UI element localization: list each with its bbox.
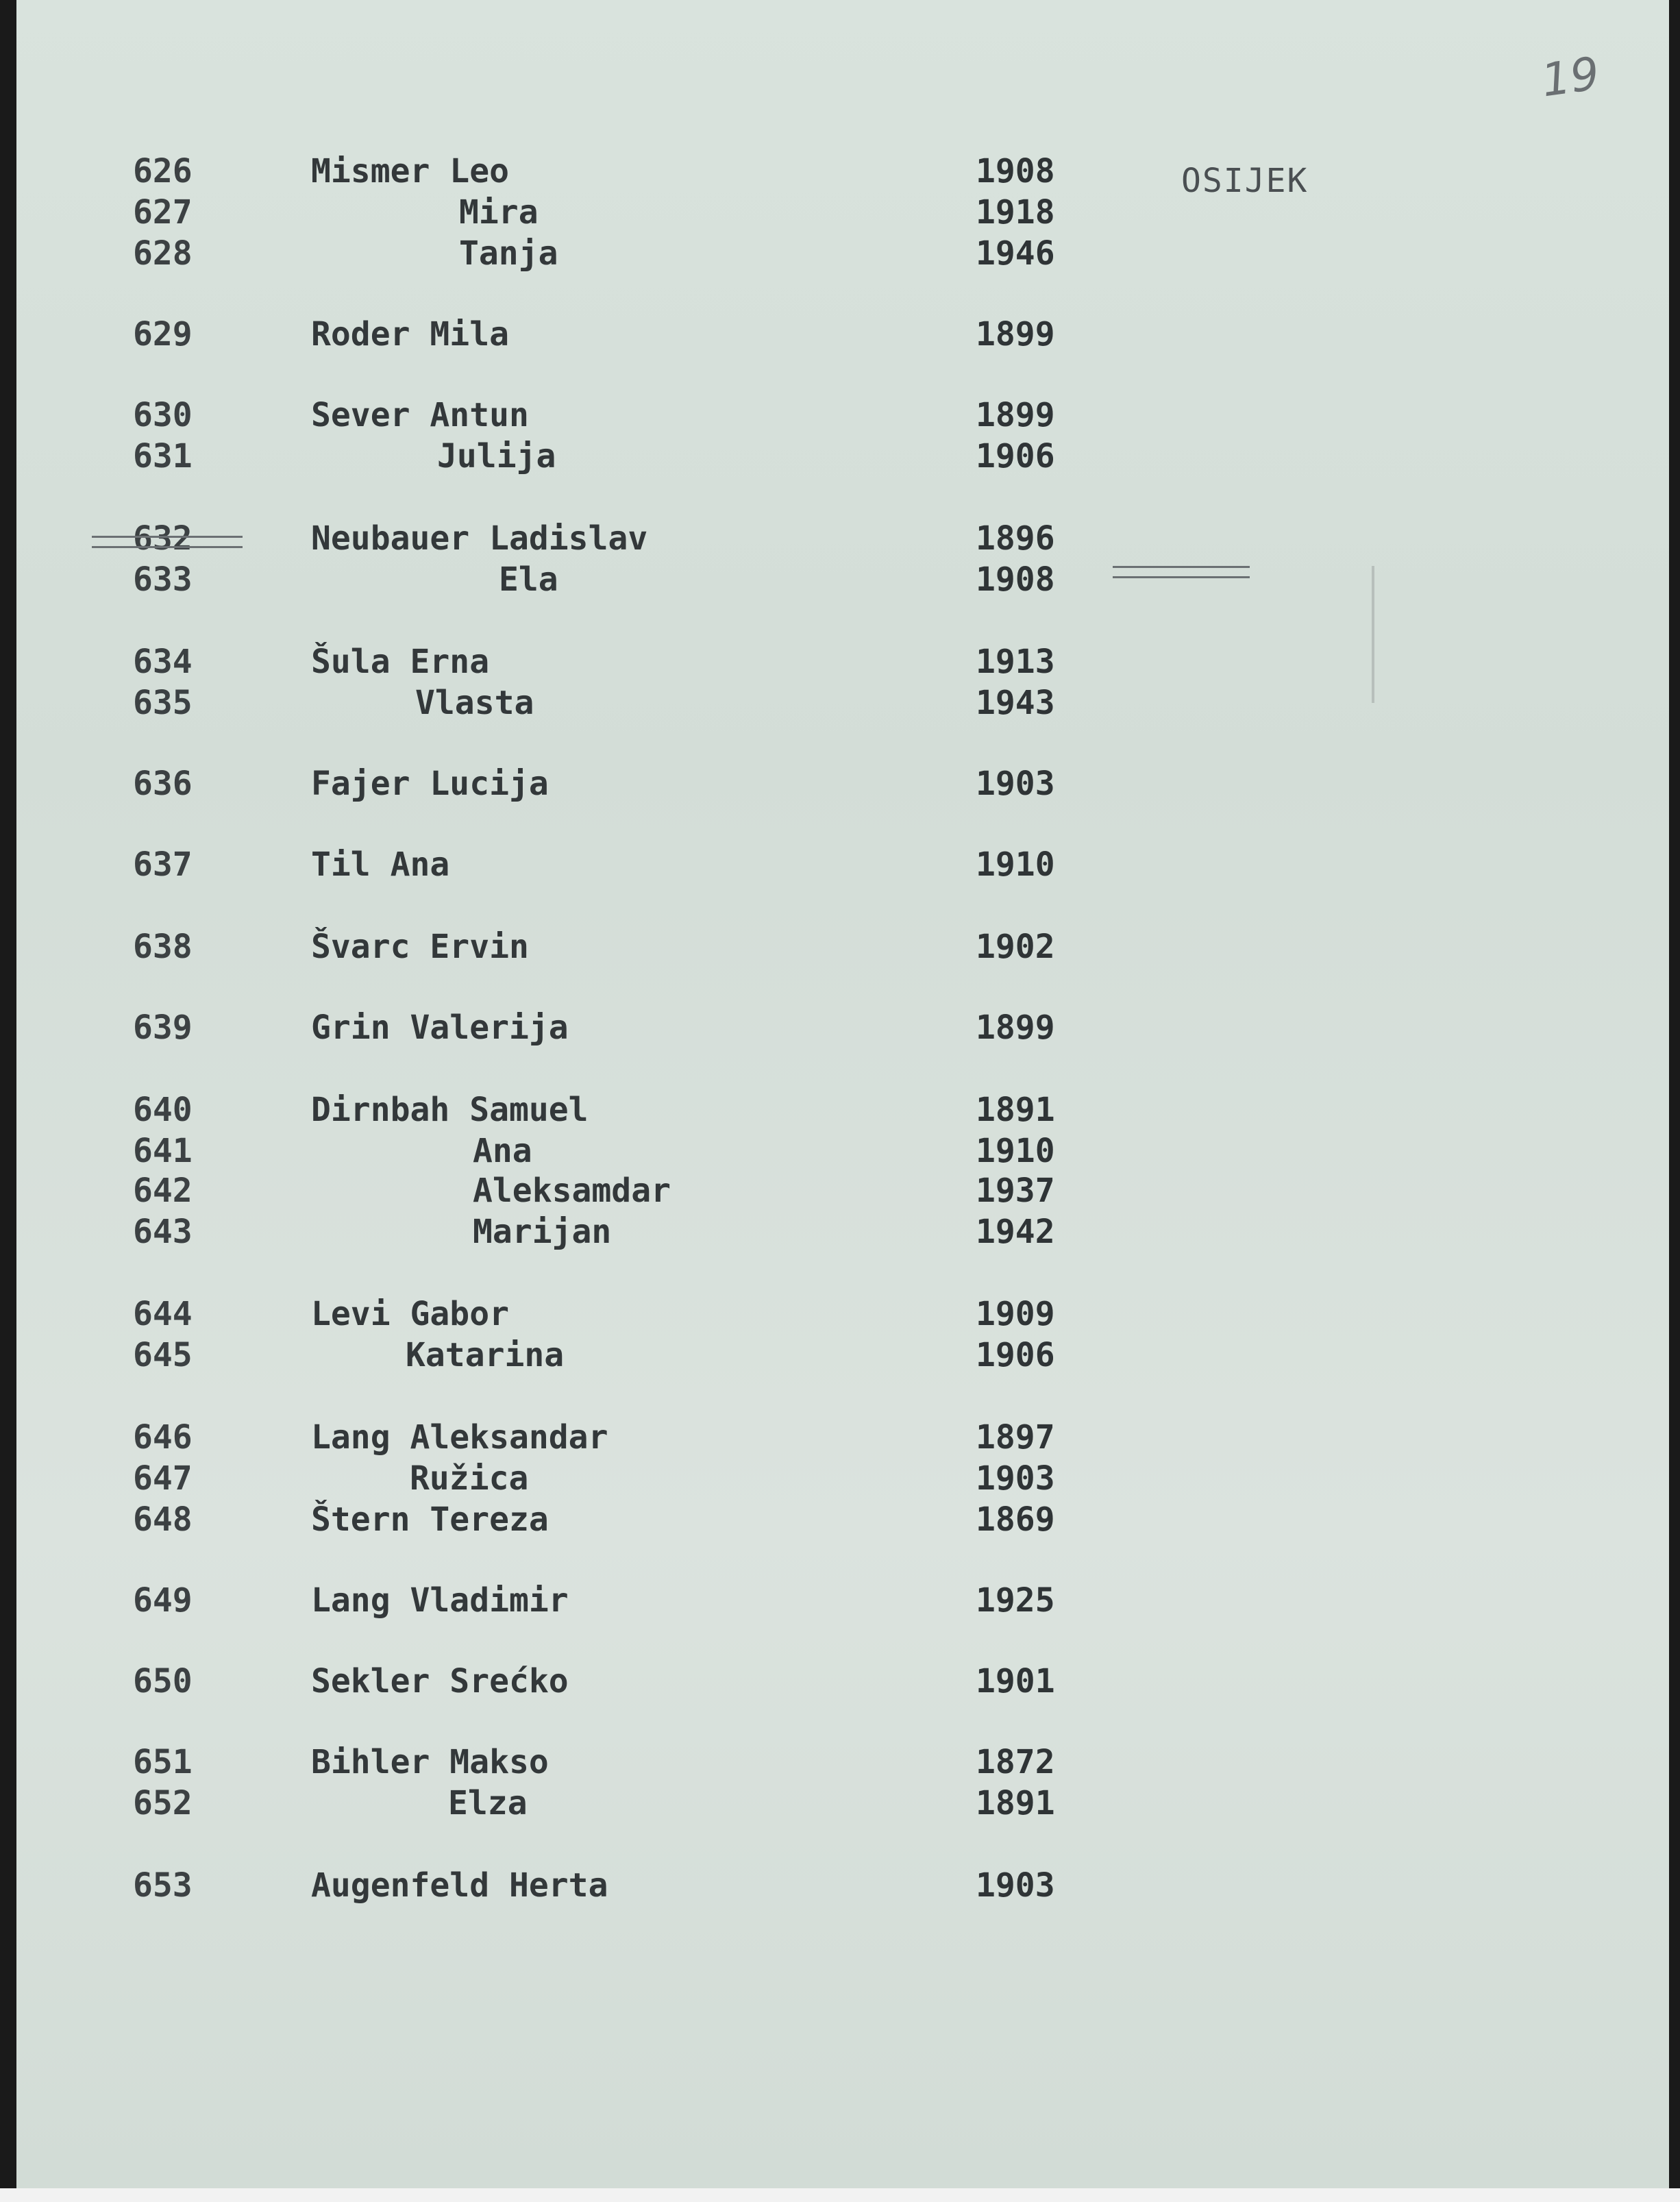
entry-row <box>16 1130 1669 1172</box>
entry-number: 644 <box>133 1295 193 1333</box>
entry-name: Vlasta <box>415 684 534 722</box>
entry-number: 647 <box>133 1459 193 1498</box>
entry-row <box>16 151 1669 192</box>
entry-row <box>16 1458 1669 1499</box>
entry-year: 1943 <box>976 684 1055 722</box>
entry-row <box>16 926 1669 967</box>
entry-name: Til Ana <box>311 845 450 884</box>
entry-row <box>16 559 1669 600</box>
strike-mark <box>92 536 243 548</box>
entry-name: Švarc Ervin <box>311 928 529 966</box>
entry-row <box>16 395 1669 436</box>
entry-row <box>16 314 1669 355</box>
entry-year: 1872 <box>976 1743 1055 1781</box>
entry-name: Ela <box>499 560 558 599</box>
entry-year: 1903 <box>976 765 1055 803</box>
entry-name: Marijan <box>473 1213 612 1251</box>
entry-name: Augenfeld Herta <box>311 1866 608 1905</box>
entry-row <box>16 1335 1669 1376</box>
entry-row <box>16 1661 1669 1702</box>
entry-year: 1918 <box>976 193 1055 232</box>
strike-mark <box>1113 566 1250 578</box>
entry-name: Fajer Lucija <box>311 765 549 803</box>
entry-number: 627 <box>133 193 193 232</box>
entry-row <box>16 682 1669 723</box>
entry-name: Šula Erna <box>311 643 490 681</box>
entry-year: 1903 <box>976 1459 1055 1498</box>
entry-row <box>16 518 1669 559</box>
entry-number: 630 <box>133 396 193 434</box>
entry-year: 1903 <box>976 1866 1055 1905</box>
entry-number: 652 <box>133 1784 193 1822</box>
scan-edge-bottom <box>0 2188 1680 2202</box>
entry-year: 1910 <box>976 1132 1055 1170</box>
entry-number: 645 <box>133 1336 193 1374</box>
entry-number: 651 <box>133 1743 193 1781</box>
entry-name: Tanja <box>459 234 558 273</box>
entry-row <box>16 1007 1669 1048</box>
entry-row <box>16 436 1669 477</box>
entry-row <box>16 1783 1669 1824</box>
entry-name: Aleksamdar <box>473 1172 671 1210</box>
page-number: 19 <box>1538 47 1603 108</box>
entry-name: Bihler Makso <box>311 1743 549 1781</box>
entry-name: Lang Aleksandar <box>311 1418 608 1457</box>
entry-year: 1937 <box>976 1172 1055 1210</box>
entry-name: Ružica <box>410 1459 529 1498</box>
entry-name: Mira <box>459 193 539 232</box>
entry-year: 1946 <box>976 234 1055 273</box>
entry-number: 631 <box>133 437 193 475</box>
entry-year: 1906 <box>976 1336 1055 1374</box>
entry-year: 1869 <box>976 1500 1055 1539</box>
entry-number: 635 <box>133 684 193 722</box>
entry-row <box>16 1417 1669 1458</box>
entry-name: Katarina <box>406 1336 565 1374</box>
entry-number: 639 <box>133 1009 193 1047</box>
entry-year: 1899 <box>976 396 1055 434</box>
entry-name: Levi Gabor <box>311 1295 509 1333</box>
entry-year: 1891 <box>976 1091 1055 1129</box>
entry-number: 637 <box>133 845 193 884</box>
entry-row <box>16 763 1669 804</box>
entry-year: 1891 <box>976 1784 1055 1822</box>
entry-number: 643 <box>133 1213 193 1251</box>
entry-row <box>16 1580 1669 1621</box>
entry-row <box>16 1865 1669 1906</box>
entry-name: Grin Valerija <box>311 1009 569 1047</box>
entry-number: 628 <box>133 234 193 273</box>
entry-year: 1942 <box>976 1213 1055 1251</box>
entry-name: Mismer Leo <box>311 152 509 190</box>
entry-year: 1899 <box>976 1009 1055 1047</box>
entry-year: 1909 <box>976 1295 1055 1333</box>
document-page <box>16 0 1669 2188</box>
entry-row <box>16 1170 1669 1211</box>
entry-number: 650 <box>133 1662 193 1700</box>
entry-number: 636 <box>133 765 193 803</box>
place-name: OSIJEK <box>1181 162 1309 200</box>
entry-name: Elza <box>448 1784 528 1822</box>
entry-number: 634 <box>133 643 193 681</box>
entry-year: 1913 <box>976 643 1055 681</box>
entry-number: 649 <box>133 1581 193 1620</box>
entry-year: 1896 <box>976 519 1055 558</box>
entry-row <box>16 1742 1669 1783</box>
entry-year: 1897 <box>976 1418 1055 1457</box>
entry-name: Neubauer Ladislav <box>311 519 648 558</box>
entry-name: Lang Vladimir <box>311 1581 569 1620</box>
entry-row <box>16 1499 1669 1540</box>
entry-row <box>16 1089 1669 1130</box>
entry-year: 1910 <box>976 845 1055 884</box>
entry-name: Roder Mila <box>311 315 509 354</box>
entry-row <box>16 233 1669 274</box>
entry-number: 640 <box>133 1091 193 1129</box>
entry-year: 1908 <box>976 152 1055 190</box>
entry-year: 1906 <box>976 437 1055 475</box>
entry-row <box>16 1211 1669 1252</box>
entry-number: 648 <box>133 1500 193 1539</box>
entry-row <box>16 641 1669 682</box>
entry-name: Julija <box>437 437 556 475</box>
entry-year: 1925 <box>976 1581 1055 1620</box>
entry-name: Sekler Srećko <box>311 1662 569 1700</box>
entry-number: 642 <box>133 1172 193 1210</box>
scan-edge-right <box>1669 0 1680 2202</box>
entry-row <box>16 192 1669 233</box>
entry-row <box>16 844 1669 885</box>
entry-number: 638 <box>133 928 193 966</box>
entry-number: 629 <box>133 315 193 354</box>
entry-name: Dirnbah Samuel <box>311 1091 589 1129</box>
entry-number: 653 <box>133 1866 193 1905</box>
entry-number: 632 <box>133 519 193 558</box>
entry-name: Ana <box>473 1132 532 1170</box>
entry-number: 626 <box>133 152 193 190</box>
entry-year: 1902 <box>976 928 1055 966</box>
entry-number: 633 <box>133 560 193 599</box>
entry-number: 641 <box>133 1132 193 1170</box>
entry-year: 1901 <box>976 1662 1055 1700</box>
entry-name: Sever Antun <box>311 396 529 434</box>
entry-year: 1908 <box>976 560 1055 599</box>
scan-edge-left <box>0 0 16 2202</box>
entry-row <box>16 1294 1669 1335</box>
entry-number: 646 <box>133 1418 193 1457</box>
entry-name: Štern Tereza <box>311 1500 549 1539</box>
entry-year: 1899 <box>976 315 1055 354</box>
